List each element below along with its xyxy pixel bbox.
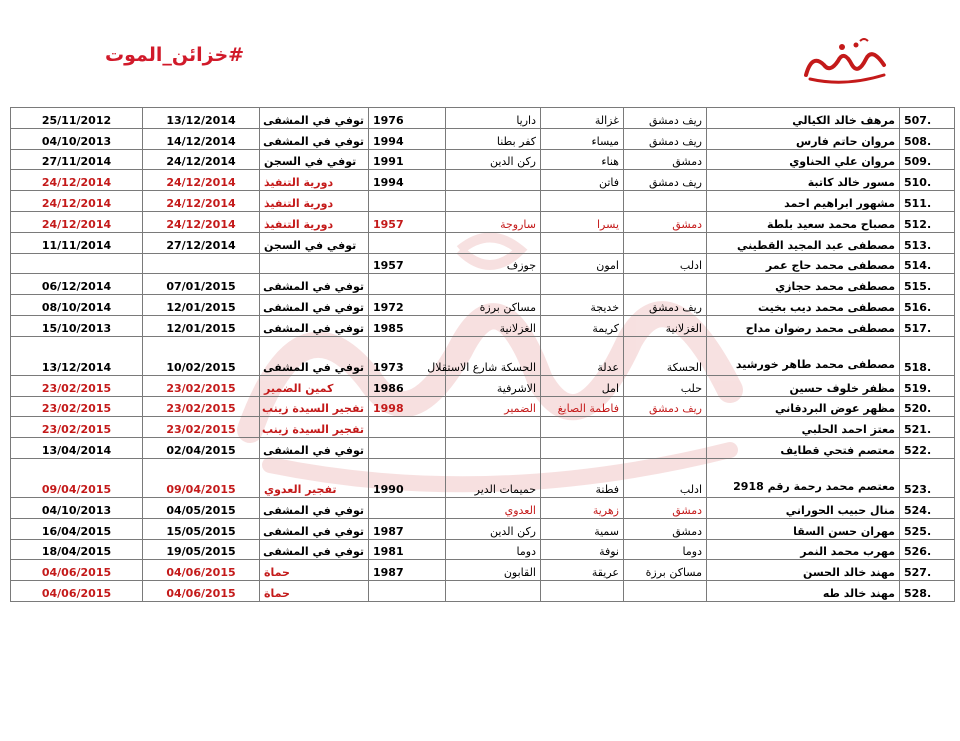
date-cell: 04/06/2015 (11, 560, 143, 581)
zaman-alwsl-logo (800, 35, 890, 87)
address-cell: الاشرفية (446, 375, 541, 396)
date-cell: 04/06/2015 (11, 581, 143, 602)
province-cell: ريف دمشق (624, 295, 707, 316)
birth-year-cell: 1994 (369, 170, 446, 191)
row-number: 513. (900, 232, 955, 253)
province-cell: مساكن برزة (624, 560, 707, 581)
address-cell: العدوي (446, 497, 541, 518)
address-cell: الضمير (446, 396, 541, 417)
birth-year-cell (369, 232, 446, 253)
date-cell: 11/11/2014 (11, 232, 143, 253)
address-cell: داريا (446, 108, 541, 129)
address-cell: دوما (446, 539, 541, 560)
date-cell (11, 253, 143, 274)
province-cell: ريف دمشق (624, 108, 707, 129)
address-cell (446, 232, 541, 253)
date-cell: 24/12/2014 (11, 211, 143, 232)
table-row (11, 539, 955, 560)
mother-name-cell: فاطمة الصايغ (541, 396, 624, 417)
mother-name-cell: سمية (541, 518, 624, 539)
birth-year-cell (369, 274, 446, 295)
date-cell (143, 253, 260, 274)
table-row (11, 315, 955, 336)
row-number: 525. (900, 518, 955, 539)
fate-cell (260, 253, 369, 274)
fate-cell: توفي في المشفى (260, 274, 369, 295)
person-name: مهند خالد طه (707, 581, 900, 602)
row-number: 510. (900, 170, 955, 191)
province-cell: دمشق (624, 497, 707, 518)
person-name: معتصم محمد رحمة رقم 2918 (707, 458, 900, 497)
date-cell: 27/11/2014 (11, 149, 143, 170)
fate-cell: حماة (260, 581, 369, 602)
date-cell: 13/12/2014 (143, 108, 260, 129)
birth-year-cell: 1987 (369, 518, 446, 539)
address-cell (446, 417, 541, 438)
date-cell: 24/12/2014 (143, 211, 260, 232)
row-number: 524. (900, 497, 955, 518)
birth-year-cell: 1957 (369, 253, 446, 274)
row-number: 516. (900, 295, 955, 316)
row-number: 523. (900, 458, 955, 497)
table-row (11, 128, 955, 149)
row-number: 518. (900, 336, 955, 375)
date-cell: 24/12/2014 (143, 191, 260, 212)
address-cell: الحسكة شارع الاستقلال (446, 336, 541, 375)
fate-cell: توفي في المشفى (260, 128, 369, 149)
date-cell: 12/01/2015 (143, 295, 260, 316)
person-name: مروان علي الحناوي (707, 149, 900, 170)
person-name: مهند خالد الحسن (707, 560, 900, 581)
birth-year-cell: 1998 (369, 396, 446, 417)
date-cell: 23/02/2015 (11, 396, 143, 417)
address-cell: ساروجة (446, 211, 541, 232)
mother-name-cell: خديجة (541, 295, 624, 316)
person-name: مروان حاتم فارس (707, 128, 900, 149)
person-name: مشهور ابراهيم احمد (707, 191, 900, 212)
date-cell: 04/10/2013 (11, 497, 143, 518)
mother-name-cell (541, 581, 624, 602)
row-number: 514. (900, 253, 955, 274)
address-cell (446, 581, 541, 602)
mother-name-cell: غزالة (541, 108, 624, 129)
fate-cell: توفي في المشفى (260, 295, 369, 316)
address-cell: كفر بطنا (446, 128, 541, 149)
date-cell: 19/05/2015 (143, 539, 260, 560)
person-name: مصطفى محمد حاج عمر (707, 253, 900, 274)
table-row (11, 191, 955, 212)
date-cell: 02/04/2015 (143, 438, 260, 459)
date-cell: 08/10/2014 (11, 295, 143, 316)
mother-name-cell: كريمة (541, 315, 624, 336)
table-row (11, 253, 955, 274)
fate-cell: حماة (260, 560, 369, 581)
date-cell: 27/12/2014 (143, 232, 260, 253)
province-cell: دوما (624, 539, 707, 560)
date-cell: 24/12/2014 (11, 170, 143, 191)
province-cell (624, 417, 707, 438)
row-number: 526. (900, 539, 955, 560)
mother-name-cell (541, 191, 624, 212)
date-cell: 06/12/2014 (11, 274, 143, 295)
mother-name-cell: امل (541, 375, 624, 396)
table-row (11, 438, 955, 459)
table-row (11, 458, 955, 497)
date-cell: 23/02/2015 (143, 417, 260, 438)
date-cell: 18/04/2015 (11, 539, 143, 560)
fate-cell: دورية التنفيذ (260, 170, 369, 191)
person-name: مظهر عوض البردقاني (707, 396, 900, 417)
date-cell: 24/12/2014 (11, 191, 143, 212)
fate-cell: توفي في المشفى (260, 315, 369, 336)
mother-name-cell (541, 274, 624, 295)
mother-name-cell: يسرا (541, 211, 624, 232)
birth-year-cell: 1981 (369, 539, 446, 560)
row-number: 519. (900, 375, 955, 396)
date-cell: 14/12/2014 (143, 128, 260, 149)
mother-name-cell (541, 232, 624, 253)
address-cell (446, 274, 541, 295)
date-cell: 10/02/2015 (143, 336, 260, 375)
birth-year-cell (369, 438, 446, 459)
hashtag-title: #خزائن_الموت (105, 44, 245, 66)
mother-name-cell: ميساء (541, 128, 624, 149)
table-row (11, 497, 955, 518)
fate-cell: تفجير السيدة زينب (260, 417, 369, 438)
fate-cell: توفي في المشفى (260, 438, 369, 459)
birth-year-cell: 1994 (369, 128, 446, 149)
date-cell: 24/12/2014 (143, 170, 260, 191)
date-cell: 12/01/2015 (143, 315, 260, 336)
table-row (11, 108, 955, 129)
table-row (11, 295, 955, 316)
date-cell: 23/02/2015 (143, 396, 260, 417)
table-row (11, 518, 955, 539)
mother-name-cell: هناء (541, 149, 624, 170)
date-cell: 25/11/2012 (11, 108, 143, 129)
province-cell: ادلب (624, 458, 707, 497)
row-number: 507. (900, 108, 955, 129)
birth-year-cell: 1991 (369, 149, 446, 170)
date-cell: 09/04/2015 (143, 458, 260, 497)
province-cell: الحسكة (624, 336, 707, 375)
address-cell: القابون (446, 560, 541, 581)
table-row (11, 232, 955, 253)
province-cell: ادلب (624, 253, 707, 274)
mother-name-cell (541, 417, 624, 438)
table-row (11, 170, 955, 191)
province-cell: حلب (624, 375, 707, 396)
address-cell: مساكن برزة (446, 295, 541, 316)
address-cell (446, 170, 541, 191)
date-cell: 24/12/2014 (143, 149, 260, 170)
table-row (11, 375, 955, 396)
date-cell: 15/10/2013 (11, 315, 143, 336)
birth-year-cell (369, 497, 446, 518)
province-cell (624, 232, 707, 253)
date-cell: 15/05/2015 (143, 518, 260, 539)
province-cell (624, 438, 707, 459)
province-cell (624, 581, 707, 602)
person-name: مهران حسن السقا (707, 518, 900, 539)
province-cell: دمشق (624, 149, 707, 170)
date-cell: 13/12/2014 (11, 336, 143, 375)
person-name: مصطفى محمد طاهر خورشيد (707, 336, 900, 375)
mother-name-cell: عدلة (541, 336, 624, 375)
mother-name-cell: فطنة (541, 458, 624, 497)
row-number: 517. (900, 315, 955, 336)
mother-name-cell: عريقة (541, 560, 624, 581)
person-name: مصباح محمد سعيد بلطة (707, 211, 900, 232)
province-cell: دمشق (624, 518, 707, 539)
table-row (11, 581, 955, 602)
date-cell: 04/06/2015 (143, 560, 260, 581)
mother-name-cell: امون (541, 253, 624, 274)
fate-cell: توفي في المشفى (260, 539, 369, 560)
row-number: 509. (900, 149, 955, 170)
date-cell: 04/06/2015 (143, 581, 260, 602)
mother-name-cell: نوفة (541, 539, 624, 560)
person-name: مصطفى عبد المجيد القطيني (707, 232, 900, 253)
birth-year-cell (369, 581, 446, 602)
fate-cell: تفجير العدوي (260, 458, 369, 497)
birth-year-cell: 1990 (369, 458, 446, 497)
birth-year-cell: 1972 (369, 295, 446, 316)
birth-year-cell: 1986 (369, 375, 446, 396)
person-name: مسور خالد كاتبة (707, 170, 900, 191)
table-row (11, 274, 955, 295)
table-row (11, 336, 955, 375)
date-cell: 16/04/2015 (11, 518, 143, 539)
birth-year-cell: 1987 (369, 560, 446, 581)
province-cell (624, 191, 707, 212)
person-name: معتز احمد الحلبي (707, 417, 900, 438)
province-cell: دمشق (624, 211, 707, 232)
date-cell: 04/10/2013 (11, 128, 143, 149)
fate-cell: توفي في المشفى (260, 108, 369, 129)
birth-year-cell: 1957 (369, 211, 446, 232)
row-number: 520. (900, 396, 955, 417)
table-row (11, 417, 955, 438)
province-cell: ريف دمشق (624, 170, 707, 191)
mother-name-cell: فاتن (541, 170, 624, 191)
province-cell: الغزلانية (624, 315, 707, 336)
address-cell (446, 438, 541, 459)
province-cell: ريف دمشق (624, 128, 707, 149)
table-row (11, 211, 955, 232)
row-number: 512. (900, 211, 955, 232)
address-cell: جوزف (446, 253, 541, 274)
date-cell: 23/02/2015 (143, 375, 260, 396)
fate-cell: كمين الضمير (260, 375, 369, 396)
table-row (11, 149, 955, 170)
row-number: 527. (900, 560, 955, 581)
row-number: 511. (900, 191, 955, 212)
table-row (11, 560, 955, 581)
fate-cell: توفي في السجن (260, 149, 369, 170)
province-cell: ريف دمشق (624, 396, 707, 417)
date-cell: 09/04/2015 (11, 458, 143, 497)
birth-year-cell (369, 191, 446, 212)
date-cell: 04/05/2015 (143, 497, 260, 518)
address-cell: ركن الدين (446, 149, 541, 170)
fate-cell: تفجير السيدة زينب (260, 396, 369, 417)
birth-year-cell: 1976 (369, 108, 446, 129)
address-cell: ركن الدين (446, 518, 541, 539)
person-name: مظفر خلوف حسين (707, 375, 900, 396)
address-cell: حميمات الدير (446, 458, 541, 497)
date-cell: 07/01/2015 (143, 274, 260, 295)
fate-cell: دورية التنفيذ (260, 191, 369, 212)
mother-name-cell: زهرية (541, 497, 624, 518)
birth-year-cell: 1973 (369, 336, 446, 375)
mother-name-cell (541, 438, 624, 459)
row-number: 515. (900, 274, 955, 295)
row-number: 521. (900, 417, 955, 438)
address-cell: الغزلانية (446, 315, 541, 336)
person-name: مصطفى محمد حجازي (707, 274, 900, 295)
birth-year-cell: 1985 (369, 315, 446, 336)
date-cell: 23/02/2015 (11, 417, 143, 438)
fate-cell: توفي في السجن (260, 232, 369, 253)
row-number: 508. (900, 128, 955, 149)
date-cell: 23/02/2015 (11, 375, 143, 396)
fate-cell: توفي في المشفى (260, 518, 369, 539)
province-cell (624, 274, 707, 295)
person-name: معتصم فتحي قطايف (707, 438, 900, 459)
fate-cell: دورية التنفيذ (260, 211, 369, 232)
address-cell (446, 191, 541, 212)
row-number: 528. (900, 581, 955, 602)
row-number: 522. (900, 438, 955, 459)
person-name: مصطفى محمد رضوان مداح (707, 315, 900, 336)
fate-cell: توفي في المشفى (260, 336, 369, 375)
birth-year-cell (369, 417, 446, 438)
date-cell: 13/04/2014 (11, 438, 143, 459)
records-table (10, 107, 955, 602)
person-name: مصطفى محمد ديب بخيت (707, 295, 900, 316)
fate-cell: توفي في المشفى (260, 497, 369, 518)
person-name: مهرب محمد النمر (707, 539, 900, 560)
person-name: مرهف خالد الكيالي (707, 108, 900, 129)
table-row (11, 396, 955, 417)
person-name: منال حبيب الحوراني (707, 497, 900, 518)
